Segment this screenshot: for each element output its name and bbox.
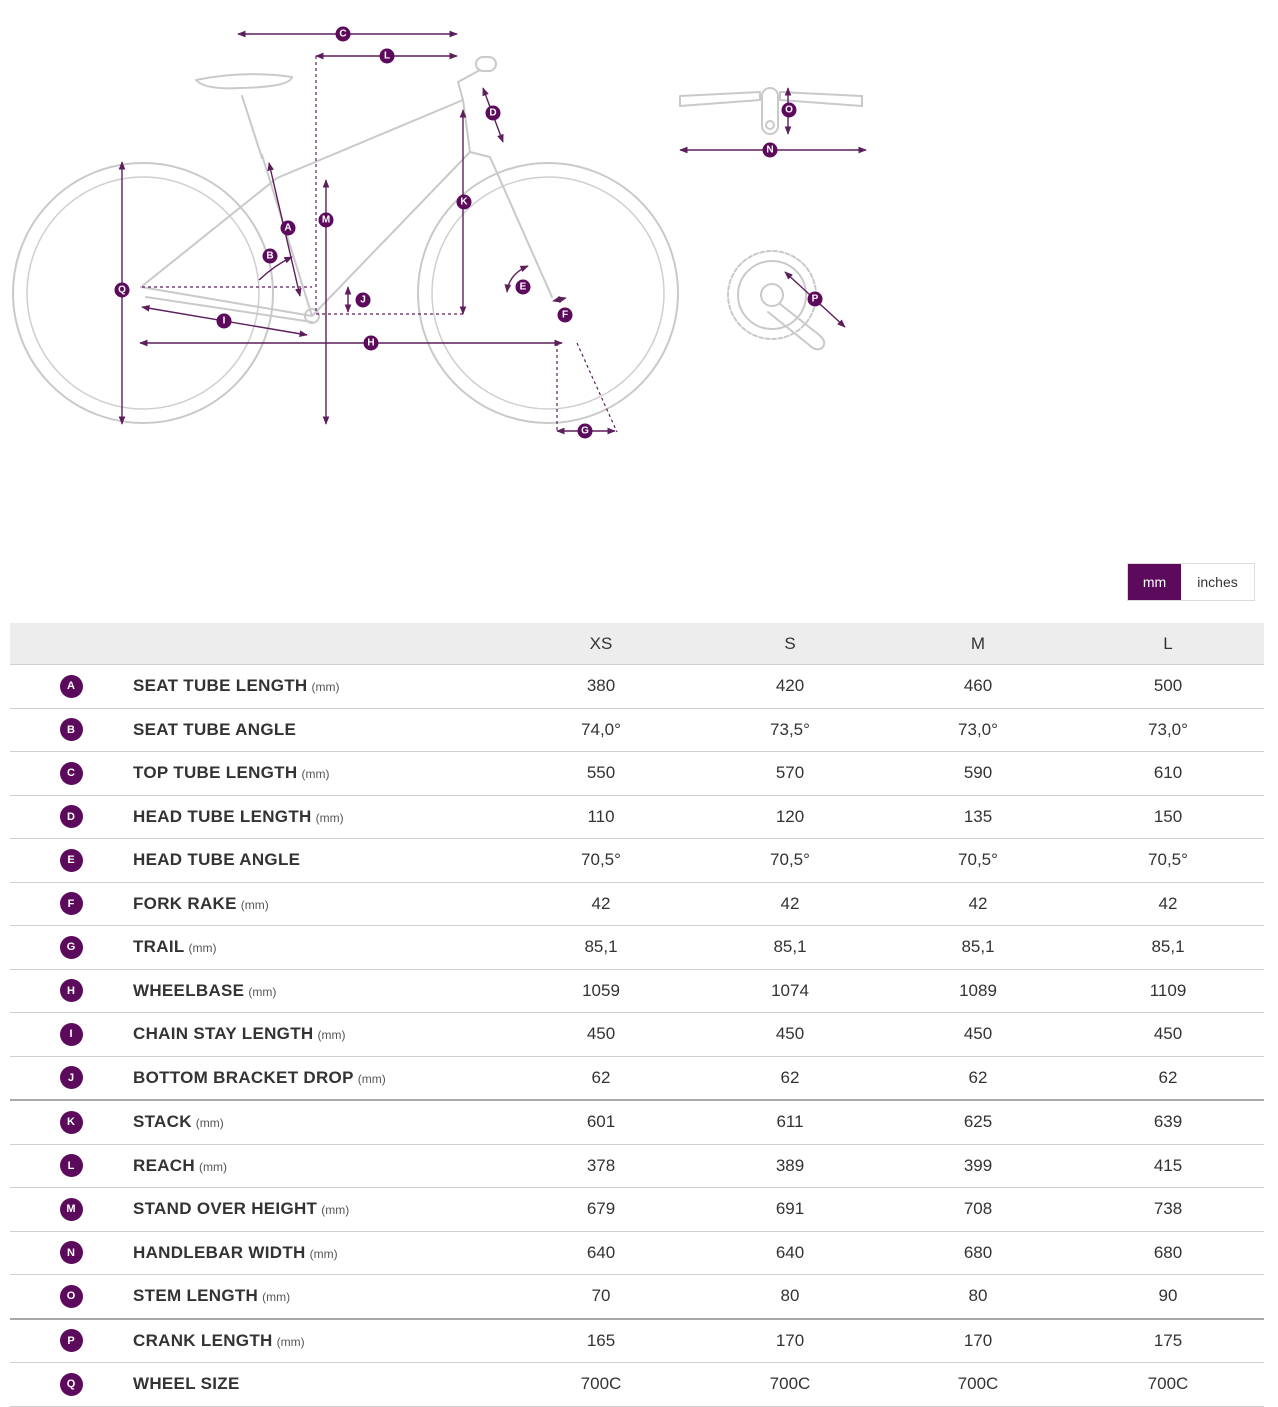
letter-cell [10,1056,132,1100]
measurement-unit: (mm) [301,767,330,782]
letter-cell [10,926,132,970]
measurement-name: REACH [133,1155,195,1175]
header-size-s: S [696,623,884,665]
svg-text:D: D [489,107,497,119]
value-cell: 550 [506,752,696,796]
value-cell: 450 [506,1013,696,1057]
letter-cell [10,1144,132,1188]
marker-c [336,27,351,42]
value-cell: 700C [884,1363,1072,1407]
marker-b [263,249,278,264]
measurement-name-cell [132,1275,506,1319]
measurement-name-cell [132,1144,506,1188]
value-cell: 70,5° [884,839,1072,883]
value-cell: 420 [696,665,884,709]
measurement-unit: (mm) [240,897,269,912]
table-row [10,839,1264,883]
value-cell: 74,0° [506,708,696,752]
measurement-name-cell [132,839,506,883]
table-row [10,665,1264,709]
handlebar-diagram [680,88,866,150]
measurement-unit: (mm) [309,1246,338,1261]
svg-text:H: H [367,337,375,349]
measurement-name-cell [132,708,506,752]
value-cell: 590 [884,752,1072,796]
value-cell: 378 [506,1144,696,1188]
value-cell: 691 [696,1188,884,1232]
table-row [10,1100,1264,1144]
unit-mm-button[interactable]: mm [1128,564,1181,600]
measurement-name-cell [132,969,506,1013]
table-row [10,1363,1264,1407]
value-cell: 42 [506,882,696,926]
value-cell: 389 [696,1144,884,1188]
letter-badge: E [60,849,83,872]
value-cell: 611 [696,1100,884,1144]
value-cell: 680 [1072,1231,1264,1275]
letter-cell [10,1013,132,1057]
value-cell: 90 [1072,1275,1264,1319]
value-cell: 85,1 [506,926,696,970]
letter-badge: P [60,1329,83,1352]
letter-cell [10,1363,132,1407]
measurement-name: CHAIN STAY LENGTH [133,1024,314,1044]
measurement-name: BOTTOM BRACKET DROP [133,1067,354,1087]
marker-k [457,195,472,210]
letter-badge: I [60,1023,83,1046]
value-cell: 1109 [1072,969,1264,1013]
value-cell: 640 [696,1231,884,1275]
value-cell: 639 [1072,1100,1264,1144]
table-row [10,752,1264,796]
measurement-name-cell [132,1013,506,1057]
measurement-name-cell [132,1363,506,1407]
value-cell: 625 [884,1100,1072,1144]
value-cell: 610 [1072,752,1264,796]
header-size-m: M [884,623,1072,665]
letter-badge: H [60,979,83,1002]
svg-text:Q: Q [118,284,126,296]
table-row [10,969,1264,1013]
value-cell: 85,1 [696,926,884,970]
rear-wheel [13,163,273,423]
header-name [132,623,506,665]
table-row [10,1275,1264,1319]
letter-cell [10,752,132,796]
svg-text:B: B [266,250,274,262]
value-cell: 415 [1072,1144,1264,1188]
table-row [10,708,1264,752]
measurement-name: TOP TUBE LENGTH [133,763,298,783]
measurement-name-cell [132,1188,506,1232]
measurement-name: HEAD TUBE LENGTH [133,806,312,826]
measurement-name: STACK [133,1112,192,1132]
measurement-name: STEM LENGTH [133,1286,259,1306]
letter-badge: B [60,718,83,741]
marker-j [356,293,371,308]
letter-badge: F [60,892,83,915]
letter-badge: G [60,936,83,959]
value-cell: 70 [506,1275,696,1319]
letter-cell [10,1100,132,1144]
value-cell: 680 [884,1231,1072,1275]
value-cell: 110 [506,795,696,839]
svg-text:N: N [766,144,774,156]
value-cell: 679 [506,1188,696,1232]
marker-g [578,424,593,439]
measurement-name: HEAD TUBE ANGLE [133,850,301,870]
measurement-name: SEAT TUBE ANGLE [133,719,297,739]
value-cell: 450 [696,1013,884,1057]
marker-q [115,283,130,298]
measurement-name: CRANK LENGTH [133,1330,273,1350]
value-cell: 700C [506,1363,696,1407]
table-row [10,1013,1264,1057]
bike-geometry-diagram [0,0,880,450]
value-cell: 70,5° [1072,839,1264,883]
letter-badge: K [60,1111,83,1134]
svg-text:I: I [222,315,226,327]
value-cell: 450 [1072,1013,1264,1057]
value-cell: 708 [884,1188,1072,1232]
letter-cell [10,1188,132,1232]
value-cell: 380 [506,665,696,709]
header-size-l: L [1072,623,1264,665]
table-header-row [10,623,1264,665]
value-cell: 70,5° [506,839,696,883]
svg-text:K: K [460,196,468,208]
unit-toggle [1127,563,1255,601]
letter-badge: C [60,762,83,785]
value-cell: 80 [884,1275,1072,1319]
value-cell: 85,1 [884,926,1072,970]
svg-text:P: P [811,293,819,305]
measurement-unit: (mm) [262,1290,291,1305]
svg-text:E: E [519,281,527,293]
table-row [10,882,1264,926]
svg-text:J: J [360,294,366,306]
value-cell: 640 [506,1231,696,1275]
measurement-unit: (mm) [321,1203,350,1218]
value-cell: 165 [506,1319,696,1363]
svg-text:F: F [561,309,569,321]
value-cell: 460 [884,665,1072,709]
measurement-name-cell [132,1231,506,1275]
marker-d [486,106,501,121]
svg-text:C: C [339,28,347,40]
value-cell: 170 [884,1319,1072,1363]
marker-o [782,103,797,118]
value-cell: 62 [1072,1056,1264,1100]
value-cell: 399 [884,1144,1072,1188]
value-cell: 700C [696,1363,884,1407]
letter-badge: D [60,805,83,828]
value-cell: 1089 [884,969,1072,1013]
value-cell: 70,5° [696,839,884,883]
value-cell: 62 [506,1056,696,1100]
svg-text:L: L [383,50,391,62]
value-cell: 570 [696,752,884,796]
header-size-xs: XS [506,623,696,665]
measurement-name-cell [132,1056,506,1100]
marker-f [558,308,573,323]
marker-p [808,292,823,307]
letter-badge: J [60,1066,83,1089]
value-cell: 700C [1072,1363,1264,1407]
measurement-unit: (mm) [188,941,217,956]
letter-badge: N [60,1241,83,1264]
geometry-table [10,623,1264,1407]
table-row [10,1319,1264,1363]
value-cell: 120 [696,795,884,839]
value-cell: 42 [884,882,1072,926]
value-cell: 62 [696,1056,884,1100]
value-cell: 73,0° [1072,708,1264,752]
measurement-name: SEAT TUBE LENGTH [133,676,308,696]
measurement-name: WHEEL SIZE [133,1374,240,1394]
value-cell: 42 [696,882,884,926]
header-letter [10,623,132,665]
table-row [10,1188,1264,1232]
dimension-lines [122,34,617,432]
marker-h [364,336,379,351]
svg-text:A: A [284,222,292,234]
marker-e [516,280,531,295]
letter-badge: O [60,1285,83,1308]
letter-cell [10,882,132,926]
letter-cell [10,1275,132,1319]
svg-text:M: M [321,214,331,226]
measurement-unit: (mm) [195,1116,224,1131]
value-cell: 450 [884,1013,1072,1057]
measurement-unit: (mm) [276,1334,305,1349]
value-cell: 62 [884,1056,1072,1100]
value-cell: 80 [696,1275,884,1319]
measurement-unit: (mm) [198,1159,227,1174]
value-cell: 135 [884,795,1072,839]
bike-frame [141,57,552,323]
measurement-name: FORK RAKE [133,893,237,913]
measurement-name-cell [132,926,506,970]
measurement-name-cell [132,795,506,839]
value-cell: 73,5° [696,708,884,752]
letter-badge: Q [60,1373,83,1396]
letter-cell [10,969,132,1013]
measurement-unit: (mm) [315,810,344,825]
svg-text:O: O [785,104,793,116]
measurement-name-cell [132,752,506,796]
table-row [10,1231,1264,1275]
marker-m [319,213,334,228]
measurement-name: STAND OVER HEIGHT [133,1199,318,1219]
table-row [10,795,1264,839]
svg-text:G: G [581,425,589,437]
measurement-name-cell [132,882,506,926]
letter-cell [10,1319,132,1363]
marker-l [380,49,395,64]
value-cell: 1059 [506,969,696,1013]
measurement-name: TRAIL [133,937,185,957]
letter-cell [10,708,132,752]
value-cell: 73,0° [884,708,1072,752]
value-cell: 170 [696,1319,884,1363]
table-row [10,1056,1264,1100]
table-row [10,926,1264,970]
value-cell: 601 [506,1100,696,1144]
value-cell: 500 [1072,665,1264,709]
measurement-name-cell [132,665,506,709]
letter-badge: M [60,1198,83,1221]
value-cell: 1074 [696,969,884,1013]
crankset-diagram [728,251,845,349]
marker-i [217,314,232,329]
table-row [10,1144,1264,1188]
marker-n [763,143,778,158]
measurement-unit: (mm) [311,680,340,695]
value-cell: 738 [1072,1188,1264,1232]
letter-badge: A [60,675,83,698]
value-cell: 42 [1072,882,1264,926]
measurement-unit: (mm) [357,1071,386,1086]
measurement-name: HANDLEBAR WIDTH [133,1242,306,1262]
letter-badge: L [60,1154,83,1177]
value-cell: 85,1 [1072,926,1264,970]
marker-a [281,221,296,236]
letter-cell [10,1231,132,1275]
measurement-name: WHEELBASE [133,980,245,1000]
measurement-name-cell [132,1100,506,1144]
letter-cell [10,665,132,709]
unit-inches-button[interactable]: inches [1197,574,1238,590]
value-cell: 175 [1072,1319,1264,1363]
letter-cell [10,795,132,839]
letter-cell [10,839,132,883]
measurement-unit: (mm) [317,1028,346,1043]
value-cell: 150 [1072,795,1264,839]
measurement-unit: (mm) [248,984,277,999]
measurement-name-cell [132,1319,506,1363]
